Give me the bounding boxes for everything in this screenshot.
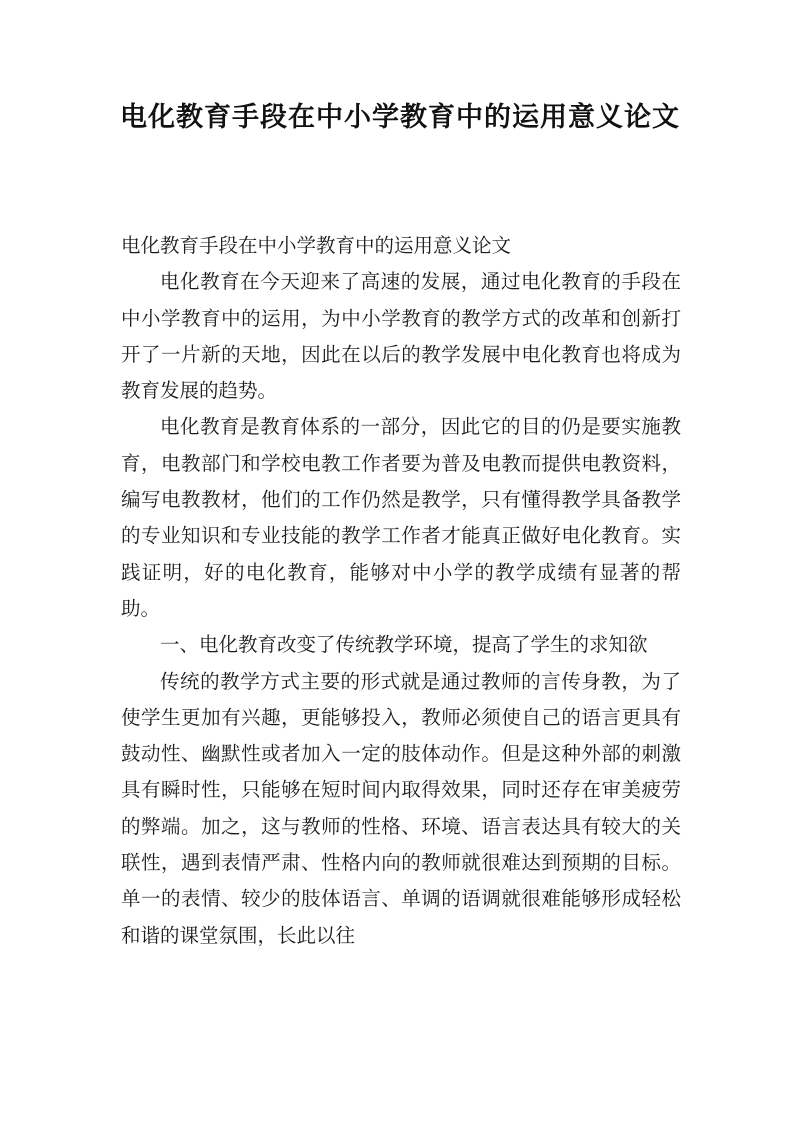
document-body: [121, 228, 681, 954]
paragraph-purpose: 电化教育是教育体系的一部分，因此它的目的仍是要实施教育，电教部门和学校电教工作者要为普及电教而提供电教资料，编写电教教材，他们的工作仍然是教学，只有懂得教学具备教学的专业知识和专业技能的教学工作者才能真正做好电化教育。实践证明，好的电化教育，能够对中小学的教学成绩有显著的帮助。: [121, 415, 681, 620]
document-title: 电化教育手段在中小学教育中的运用意义论文: [120, 102, 680, 133]
paragraph-traditional-teaching: 传统的教学方式主要的形式就是通过教师的言传身教，为了使学生更加有兴趣，更能够投入，教师必须使自己的语言更具有鼓动性、幽默性或者加入一定的肢体动作。但是这种外部的刺激具有瞬时性，只能够在短时间内取得效果，同时还存在审美疲劳的弊端。加之，这与教师的性格、环境、语言表达具有较大的关联性，遇到表情严肃、性格内向的教师就很难达到预期的目标。单一的表情、较少的肢体语言、单调的语调就很难能够形成轻松和谐的课堂氛围，长此以往: [121, 669, 681, 947]
section-heading-1: 一、电化教育改变了传统教学环境，提高了学生的求知欲: [160, 633, 648, 657]
paragraph-intro: 电化教育在今天迎来了高速的发展，通过电化教育的手段在中小学教育中的运用，为中小学教育的教学方式的改革和创新打开了一片新的天地，因此在以后的教学发展中电化教育也将成为教育发展的趋势。: [121, 270, 681, 403]
subtitle-line: 电化教育手段在中小学教育中的运用意义论文: [121, 234, 512, 257]
